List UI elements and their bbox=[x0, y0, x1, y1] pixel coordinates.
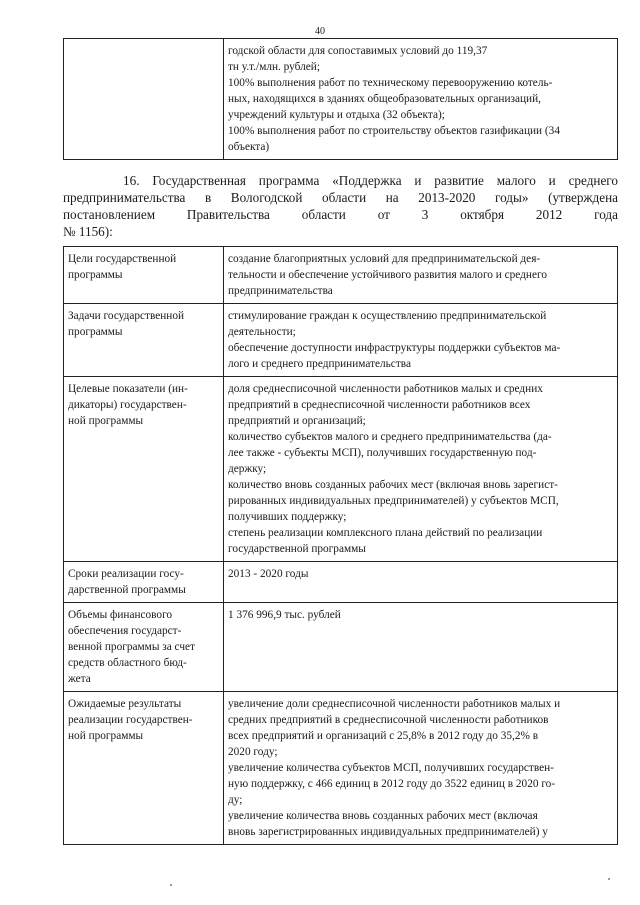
content-cell bbox=[224, 304, 618, 377]
text-line: деятельности; bbox=[228, 326, 296, 338]
text-line: создание благоприятных условий для предпринимательской дея- bbox=[228, 253, 541, 265]
text-line: предприятий и организаций; bbox=[228, 415, 366, 427]
text-line: лого и среднего предпринимательства bbox=[228, 358, 411, 370]
label-line: Целевые показатели (ин- bbox=[68, 383, 188, 395]
text-line: 2020 году; bbox=[228, 746, 278, 758]
heading-line: постановлением Правительства области от 3 октября 2012 года bbox=[63, 207, 618, 222]
label-line: программы bbox=[68, 269, 123, 281]
text-line: вновь зарегистрированных индивидуальных предпринимателей) у bbox=[228, 826, 548, 838]
text-line: предпринимательства bbox=[228, 285, 333, 297]
content-cell bbox=[224, 692, 618, 845]
label-line: ной программы bbox=[68, 415, 144, 427]
content-cell bbox=[224, 39, 618, 160]
label-cell bbox=[64, 692, 224, 845]
text-line: получивших поддержку; bbox=[228, 511, 347, 523]
scan-speck bbox=[170, 884, 172, 886]
text-line: рированных индивидуальных предпринимателей) у субъектов МСП, bbox=[228, 495, 559, 507]
content-cell bbox=[224, 247, 618, 304]
label-line: венной программы за счет bbox=[68, 641, 195, 653]
text-line: всех предприятий и организаций с 25,8% в 2012 году до 35,2% в bbox=[228, 730, 539, 742]
text-line: увеличение количества вновь созданных рабочих мест (включая bbox=[228, 810, 538, 822]
section-heading bbox=[63, 172, 618, 240]
table-row bbox=[64, 692, 618, 845]
heading-line: 16. Государственная программа «Поддержка и развитие малого и среднего bbox=[123, 173, 618, 188]
label-line: реализации государствен- bbox=[68, 714, 193, 726]
label-line: Объемы финансового bbox=[68, 609, 173, 621]
label-line: программы bbox=[68, 326, 123, 338]
table-row bbox=[64, 562, 618, 603]
label-line: Сроки реализации госу- bbox=[68, 568, 184, 580]
content-cell bbox=[224, 377, 618, 562]
label-cell bbox=[64, 562, 224, 603]
text-line: увеличение количества субъектов МСП, получивших государствен- bbox=[228, 762, 554, 774]
text-line: количество субъектов малого и среднего предпринимательства (да- bbox=[228, 431, 552, 443]
text-line: предприятий в среднесписочной численности работников всех bbox=[228, 399, 531, 411]
text-line: лее также - субъекты МСП), получивших государственную под- bbox=[228, 447, 537, 459]
page-number: 40 bbox=[315, 26, 325, 37]
text-line: 100% выполнения работ по техническому перевооружению котель- bbox=[228, 77, 553, 89]
label-cell bbox=[64, 39, 224, 160]
text-line: учреждений культуры и отдыха (32 объекта); bbox=[228, 109, 445, 121]
label-line: дарственной программы bbox=[68, 584, 186, 596]
text-line: ду; bbox=[228, 794, 243, 806]
label-cell bbox=[64, 247, 224, 304]
text-line: государственной программы bbox=[228, 543, 366, 555]
text-line: количество вновь созданных рабочих мест (включая вновь зарегист- bbox=[228, 479, 558, 491]
heading-line: № 1156): bbox=[63, 224, 113, 239]
table-row bbox=[64, 247, 618, 304]
program-table bbox=[63, 246, 618, 845]
heading-line: предпринимательства в Вологодской области на 2013-2020 годы» (утверждена bbox=[63, 190, 618, 205]
label-cell bbox=[64, 377, 224, 562]
label-line: средств областного бюд- bbox=[68, 657, 187, 669]
label-line: ной программы bbox=[68, 730, 144, 742]
label-line: Цели государственной bbox=[68, 253, 177, 265]
continuation-table bbox=[63, 38, 618, 160]
text-line: стимулирование граждан к осуществлению предпринимательской bbox=[228, 310, 547, 322]
label-line: дикаторы) государствен- bbox=[68, 399, 187, 411]
text-line: 1 376 996,9 тыс. рублей bbox=[228, 609, 341, 621]
content-cell bbox=[224, 562, 618, 603]
text-line: 2013 - 2020 годы bbox=[228, 568, 309, 580]
label-line: жета bbox=[68, 673, 91, 685]
label-line: обеспечения государст- bbox=[68, 625, 182, 637]
table-row bbox=[64, 603, 618, 692]
text-line: степень реализации комплексного плана действий по реализации bbox=[228, 527, 543, 539]
label-line: Ожидаемые результаты bbox=[68, 698, 182, 710]
text-line: доля среднесписочной численности работников малых и средних bbox=[228, 383, 543, 395]
content-cell bbox=[224, 603, 618, 692]
label-cell bbox=[64, 603, 224, 692]
scan-speck bbox=[608, 878, 610, 880]
text-line: годской области для сопоставимых условий до 119,37 bbox=[228, 45, 488, 57]
table-row bbox=[64, 304, 618, 377]
text-line: ных, находящихся в зданиях общеобразовательных организаций, bbox=[228, 93, 541, 105]
text-line: держку; bbox=[228, 463, 267, 475]
label-line: Задачи государственной bbox=[68, 310, 185, 322]
text-line: тн у.т./млн. рублей; bbox=[228, 61, 320, 73]
label-cell bbox=[64, 304, 224, 377]
text-line: увеличение доли среднесписочной численности работников малых и bbox=[228, 698, 561, 710]
text-line: 100% выполнения работ по строительству объектов газификации (34 bbox=[228, 125, 560, 137]
table-row bbox=[64, 39, 618, 160]
text-line: обеспечение доступности инфраструктуры поддержки субъектов ма- bbox=[228, 342, 561, 354]
table-row bbox=[64, 377, 618, 562]
text-line: тельности и обеспечение устойчивого развития малого и среднего bbox=[228, 269, 547, 281]
text-line: средних предприятий в среднесписочной численности работников bbox=[228, 714, 549, 726]
text-line: ную поддержку, с 466 единиц в 2012 году до 3522 единиц в 2020 го- bbox=[228, 778, 556, 790]
text-line: объекта) bbox=[228, 141, 270, 153]
